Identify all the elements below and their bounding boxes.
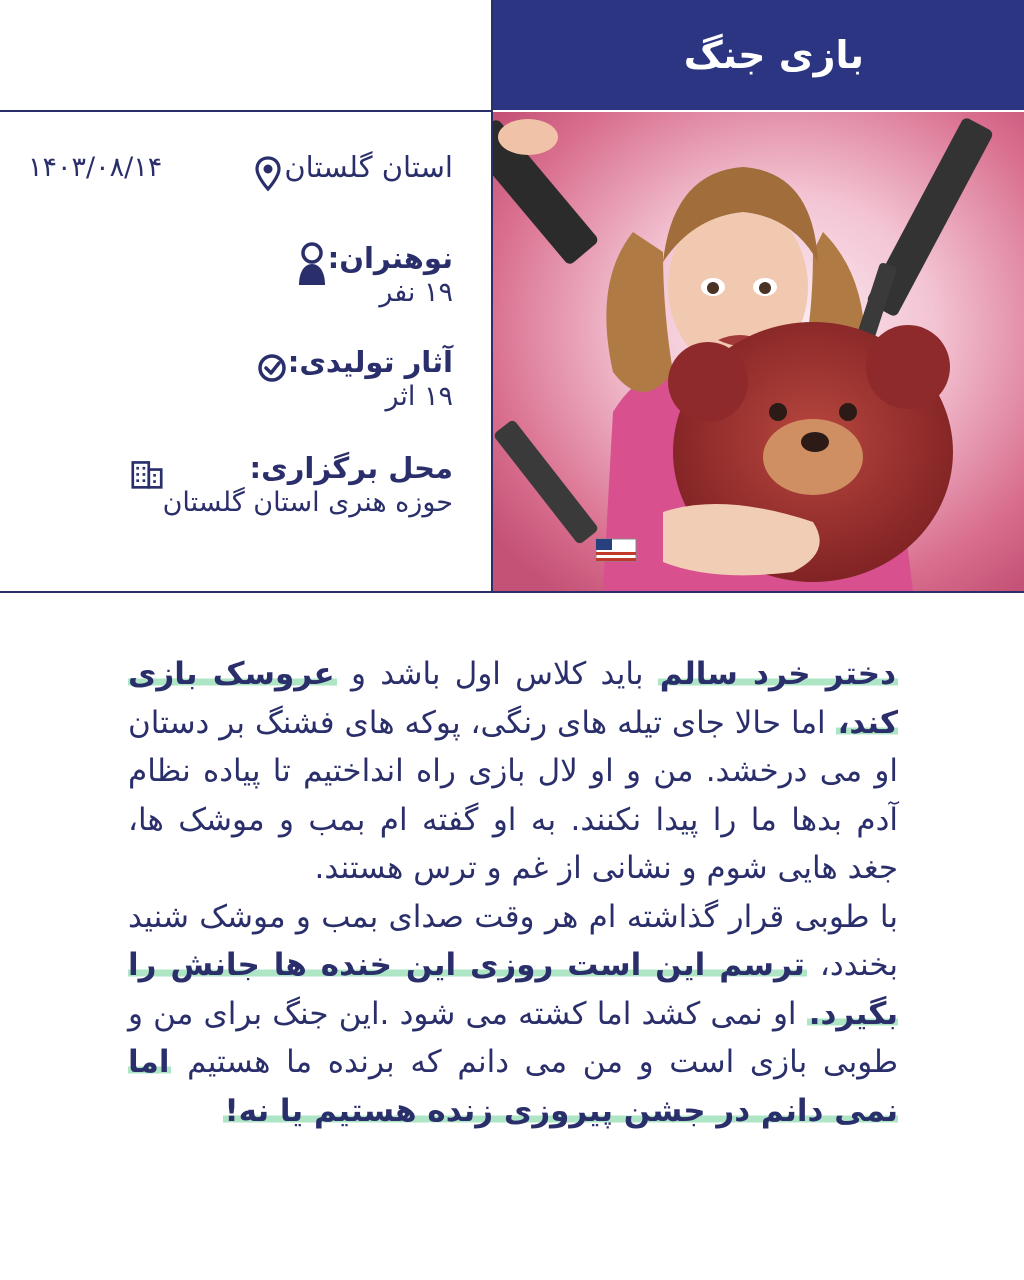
check-badge-icon — [256, 348, 288, 388]
story-text — [128, 650, 898, 1135]
story-text-run: باید کلاس اول باشد و — [336, 656, 658, 692]
story-paragraph-1 — [128, 650, 898, 893]
story-highlight: عروسک بازی کند، — [128, 656, 898, 741]
location-row — [238, 150, 453, 194]
info-panel — [0, 112, 491, 591]
participants-row — [282, 240, 453, 310]
venue-value: حوزه هنری استان گلستان — [162, 487, 453, 518]
title-bar — [493, 0, 1024, 110]
location-pin-icon — [252, 154, 284, 194]
story-text-run: او نمی کشد اما کشته می شود .این جنگ برای من و طوبی بازی است و من می دانم که برنده ما هستیم — [128, 995, 898, 1080]
location-text: استان گلستان — [284, 150, 453, 184]
story-text-run: اما حالا جای تیله های رنگی، پوکه های فشنگ بر دستان او می درخشد. من و او لال بازی راه انداختیم تا پیاده نظام آدم بدها ما را پیدا نکنند. به او گفته ام بمب و موشک ها، جغد هایی شوم و نشانی از غم و ترس هستند. — [128, 704, 898, 886]
story-highlight: ترسم این است روزی این خنده ها جانش را بگیرد. — [128, 947, 898, 1032]
artwork-painting — [493, 112, 1024, 591]
date-label: ۱۴۰۳/۰۸/۱۴ — [28, 152, 163, 183]
works-value: ۱۹ اثر — [385, 381, 453, 412]
story-highlight: دختر خرد سالم — [659, 656, 896, 692]
venue-row — [117, 450, 453, 520]
section-divider — [0, 591, 1024, 593]
participants-value: ۱۹ نفر — [379, 277, 453, 308]
building-icon — [131, 454, 163, 494]
page-title: بازی جنگ — [683, 33, 864, 77]
participants-label: نوهنران: — [327, 241, 453, 275]
person-icon — [296, 244, 328, 284]
story-text-run: با طوبی قرار گذاشته ام هر وقت صدای بمب و موشک شنید بخندد، — [128, 898, 898, 983]
works-label: آثار تولیدی: — [287, 345, 453, 379]
story-highlight: اما نمی دانم در جشن پیروزی زنده هستیم یا نه! — [128, 1044, 898, 1129]
venue-label: محل برگزاری: — [249, 451, 453, 485]
story-paragraph-2 — [128, 893, 898, 1136]
works-row — [242, 344, 453, 414]
